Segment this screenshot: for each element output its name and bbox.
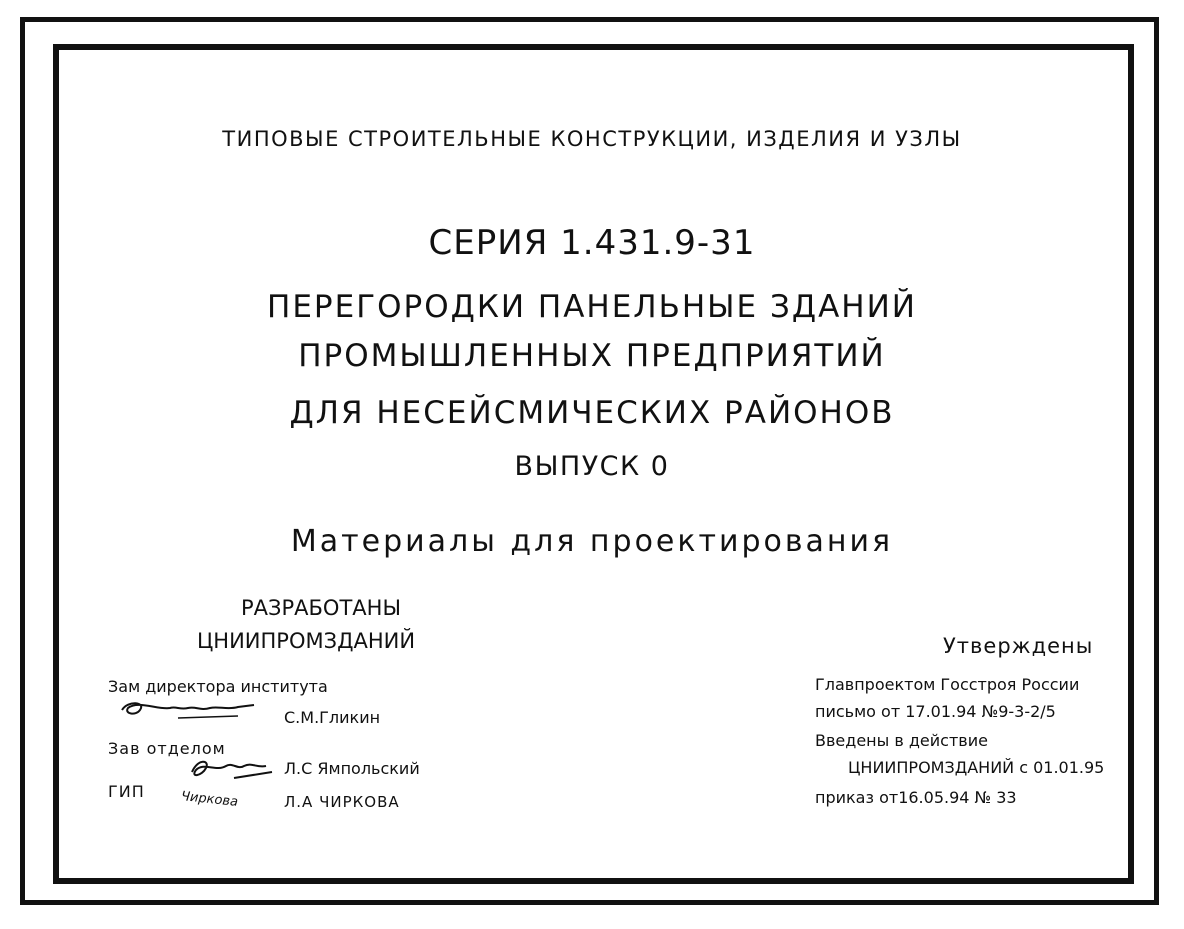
signature-chirkova: Чиркова [180,789,239,810]
approved-line-3: Введены в действие [815,731,988,750]
approved-line-1: Главпроектом Госстроя России [815,675,1080,694]
developed-label: РАЗРАБОТАНЫ [241,596,401,620]
name-yampolsky: Л.С Ямпольский [284,759,420,778]
title-line-2: ПРОМЫШЛЕННЫХ ПРЕДПРИЯТИЙ [298,338,886,374]
top-line: ТИПОВЫЕ СТРОИТЕЛЬНЫЕ КОНСТРУКЦИИ, ИЗДЕЛИЯ И УЗЛЫ [222,127,962,151]
role-gip: ГИП [108,782,145,801]
title-line-1: ПЕРЕГОРОДКИ ПАНЕЛЬНЫЕ ЗДАНИЙ [267,289,917,325]
approved-line-4: ЦНИИПРОМЗДАНИЙ с 01.01.95 [848,758,1105,777]
signature-yampolsky [186,754,276,784]
title-line-3: ДЛЯ НЕСЕЙСМИЧЕСКИХ РАЙОНОВ [289,395,895,431]
subtitle: Материалы для проектирования [290,524,894,559]
name-chirkova: Л.А ЧИРКОВА [284,793,400,811]
series-number: СЕРИЯ 1.431.9-31 [428,223,756,263]
role-deputy-director: Зам директора института [108,677,328,696]
name-glikin: С.М.Гликин [284,708,381,727]
signature-glikin [118,696,258,726]
approved-line-5: приказ от16.05.94 № 33 [815,788,1017,807]
issue-number: ВЫПУСК 0 [514,451,670,482]
role-head-of-department: Зав отделом [108,739,226,758]
developed-org: ЦНИИПРОМЗДАНИЙ [197,629,416,653]
approved-label: Утверждены [943,634,1094,658]
approved-line-2: письмо от 17.01.94 №9-3-2/5 [815,702,1056,721]
